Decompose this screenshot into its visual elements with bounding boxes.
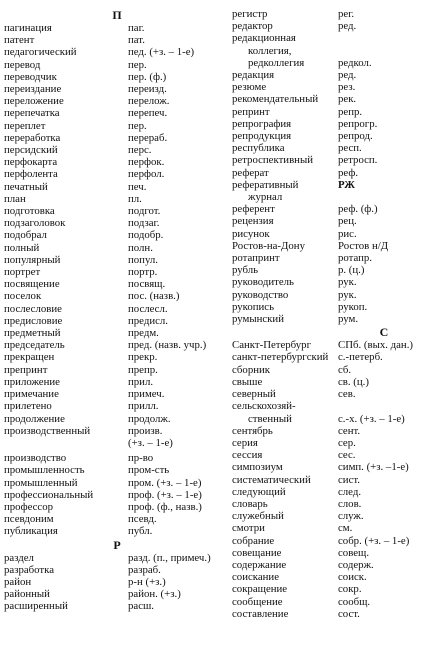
term-text: патент: [4, 34, 35, 47]
term-text: производственный: [4, 424, 91, 437]
dictionary-entry: [4, 266, 220, 278]
dictionary-entry: [232, 339, 436, 351]
abbreviation-text: соиск.: [338, 571, 367, 584]
dictionary-entry: [4, 576, 220, 588]
abbreviation-text: разд. (п., примеч.): [128, 551, 211, 564]
abbreviation-text: предисл.: [128, 314, 168, 327]
term-text: прекращен: [4, 351, 55, 364]
term-text: послесловие: [4, 302, 62, 315]
dictionary-entry: [4, 413, 220, 425]
term-text: республика: [232, 142, 285, 155]
dictionary-entry: [232, 376, 436, 388]
dictionary-entry: [232, 486, 436, 498]
abbreviation-text: содерж.: [338, 558, 374, 571]
abbreviation-text: сост.: [338, 607, 360, 620]
dictionary-entry: [4, 588, 220, 600]
dictionary-entry: [232, 240, 436, 252]
abbreviation-text: с.-петерб.: [338, 351, 383, 364]
abbreviation-text: репр.: [338, 105, 363, 118]
abbreviation-text: проф. (+з. – 1-е): [128, 488, 202, 501]
abbreviation-text: св. (ц.): [338, 375, 369, 388]
right-column: [232, 8, 436, 620]
dictionary-entry: [232, 154, 436, 166]
dictionary-entry: [4, 107, 220, 119]
abbreviation-text: произв.: [128, 424, 163, 437]
dictionary-entry: [232, 93, 436, 105]
abbreviation-text: перепеч.: [128, 107, 168, 120]
term-text: референт: [232, 203, 275, 216]
term-text: рукопись: [232, 300, 275, 313]
dictionary-entry: [4, 525, 220, 537]
abbreviation-text: подзаг.: [128, 217, 160, 230]
dictionary-entry: [4, 564, 220, 576]
section-letter-r: Р: [113, 537, 121, 552]
dictionary-entry: [232, 498, 436, 510]
dictionary-entry: [4, 290, 220, 302]
abbreviation-text: примеч.: [128, 388, 165, 401]
dictionary-entry: [232, 215, 436, 227]
dictionary-entry: [232, 388, 436, 400]
abbreviation-text: сент.: [338, 424, 361, 437]
abbreviation-text: рис.: [338, 227, 357, 240]
dictionary-entry: [4, 242, 220, 254]
abbreviation-text: пат.: [128, 34, 145, 47]
abbreviation-text: попул.: [128, 253, 158, 266]
term-text: пагинация: [4, 22, 52, 34]
abbreviation-text: сб.: [338, 363, 352, 376]
abbreviation-text: репрогр.: [338, 117, 378, 130]
dictionary-entry: [4, 205, 220, 217]
term-text: санкт-петербургский: [232, 351, 329, 364]
dictionary-entry: [4, 181, 220, 193]
term-text: реферат: [232, 166, 269, 179]
term-text: репродукция: [232, 130, 292, 143]
term-text: редактор: [232, 20, 273, 33]
term-text: разработка: [4, 563, 54, 576]
term-text: Ростов-на-Дону: [232, 239, 305, 252]
abbreviation-text: подобр.: [128, 229, 164, 242]
dictionary-entry: [232, 45, 436, 57]
dictionary-entry: [232, 57, 436, 69]
term-text: составление: [232, 607, 289, 620]
dictionary-entry: [232, 351, 436, 363]
dictionary-entry: [4, 22, 220, 34]
abbreviation-text: перелож.: [128, 95, 170, 108]
dictionary-entry: [232, 608, 436, 620]
term-text: препринт: [4, 363, 48, 376]
term-text: поселок: [4, 290, 42, 303]
dictionary-entry: [4, 452, 220, 464]
term-text: румынский: [232, 313, 284, 326]
dictionary-entry: [232, 142, 436, 154]
dictionary-entry: [4, 217, 220, 229]
term-text: персидский: [4, 144, 58, 157]
r-entry-list: [4, 552, 220, 613]
term-text: свыше: [232, 375, 263, 388]
term-text: редакционная: [232, 32, 296, 45]
dictionary-entry: [4, 303, 220, 315]
term-text: сборник: [232, 363, 271, 376]
dictionary-entry: [232, 179, 436, 191]
term-text: соискание: [232, 571, 279, 584]
term-text: раздел: [4, 551, 34, 564]
abbreviation-continuation: [4, 437, 220, 449]
dictionary-entry: [232, 264, 436, 276]
term-text: редакция: [232, 69, 275, 82]
dictionary-entry: [232, 449, 436, 461]
abbreviation-text: пед. (+з. – 1-е): [128, 46, 195, 59]
dictionary-entry: [4, 400, 220, 412]
term-text: сообщение: [232, 595, 283, 608]
abbreviation-text: пром-сть: [128, 464, 170, 477]
abbreviation-text: сес.: [338, 449, 356, 462]
abbreviation-text: рец.: [338, 215, 357, 228]
term-text: ственный: [248, 412, 292, 425]
abbreviation-text: послесл.: [128, 302, 168, 315]
dictionary-entry: [4, 464, 220, 476]
dictionary-entry: [232, 106, 436, 118]
dictionary-entry: [4, 364, 220, 376]
term-text: рисунок: [232, 227, 270, 240]
term-text: предисловие: [4, 314, 63, 327]
dictionary-entry: [232, 596, 436, 608]
dictionary-entry: [232, 228, 436, 240]
dictionary-entry: [4, 144, 220, 156]
term-text: рецензия: [232, 215, 274, 228]
term-text: перфокарта: [4, 156, 58, 169]
dictionary-entry: [232, 203, 436, 215]
term-text: район: [4, 575, 32, 588]
term-text: рекомендательный: [232, 93, 319, 106]
dictionary-entry: [4, 193, 220, 205]
term-text: подготовка: [4, 205, 55, 218]
abbreviation-text: ретросп.: [338, 154, 378, 167]
abbreviation-text: репрод.: [338, 130, 373, 143]
abbreviation-text: перс.: [128, 144, 152, 157]
dictionary-entry: [4, 477, 220, 489]
dictionary-entry: [4, 83, 220, 95]
dictionary-entry: [4, 425, 220, 437]
abbreviation-text: пред. (назв. учр.): [128, 339, 207, 352]
abbreviation-text: СПб. (вых. дан.): [338, 339, 413, 352]
dictionary-entry: [232, 559, 436, 571]
abbreviation-text: разраб.: [128, 563, 161, 576]
dictionary-entry: [232, 364, 436, 376]
dictionary-entry: [232, 474, 436, 486]
term-text: сельскохозяй-: [232, 400, 296, 413]
abbreviation-text: переизд.: [128, 83, 167, 96]
abbreviation-text: подгот.: [128, 205, 161, 218]
abbreviation-text: ред.: [338, 20, 357, 33]
abbreviation-text: сокр.: [338, 583, 362, 596]
dictionary-entry: [232, 20, 436, 32]
dictionary-entry: [232, 510, 436, 522]
dictionary-entry: [232, 547, 436, 559]
abbreviation-text: р. (ц.): [338, 264, 365, 277]
abbreviation-text: прилл.: [128, 400, 159, 413]
abbreviation-text: след.: [338, 485, 362, 498]
term-text: систематический: [232, 473, 311, 486]
dictionary-entry: [232, 301, 436, 313]
dictionary-entry: [232, 522, 436, 534]
dictionary-entry: [232, 535, 436, 547]
term-text: Санкт-Петербург: [232, 339, 311, 352]
abbreviation-text: с.-х. (+з. – 1-е): [338, 412, 405, 425]
term-text: переработка: [4, 131, 61, 144]
dictionary-entry: [232, 276, 436, 288]
term-text: совещание: [232, 546, 282, 559]
term-text: собрание: [232, 534, 275, 547]
term-text: промышленность: [4, 464, 85, 477]
dictionary-entry: [4, 229, 220, 241]
dictionary-entry: [232, 413, 436, 425]
term-text: производство: [4, 452, 67, 465]
term-text: председатель: [4, 339, 65, 352]
term-text: реферативный: [232, 178, 299, 191]
dictionary-entry: [4, 388, 220, 400]
term-text: резюме: [232, 81, 267, 94]
abbreviation-text: рек.: [338, 93, 357, 106]
dictionary-entry: [4, 489, 220, 501]
dictionary-entry: [4, 501, 220, 513]
dictionary-entry: [4, 327, 220, 339]
term-text: подзаголовок: [4, 217, 66, 230]
dictionary-entry: [232, 571, 436, 583]
r-entry-list-a: [232, 8, 436, 32]
r-entry-list-c: [232, 203, 436, 325]
dictionary-entry: [4, 351, 220, 363]
dictionary-entry: [4, 339, 220, 351]
dictionary-entry: [232, 425, 436, 437]
term-text: сессия: [232, 449, 263, 462]
term-text: публикация: [4, 525, 58, 538]
abbreviation-text: рез.: [338, 81, 356, 94]
dictionary-entry: [232, 289, 436, 301]
abbreviation-text: продолж.: [128, 412, 171, 425]
abbreviation-text: пос. (назв.): [128, 290, 180, 303]
abbreviation-text: перфок.: [128, 156, 165, 169]
abbreviation-text: портр.: [128, 266, 158, 279]
term-text: переиздание: [4, 83, 62, 96]
abbreviation-text: пл.: [128, 192, 142, 205]
abbreviation-text: сер.: [338, 436, 356, 449]
term-text: содержание: [232, 558, 287, 571]
term-text: профессиональный: [4, 488, 94, 501]
abbreviation-text: р-н (+з.): [128, 575, 166, 588]
term-text: переплет: [4, 119, 46, 132]
dictionary-entry: [4, 168, 220, 180]
abbreviation-text: см.: [338, 522, 353, 535]
term-text: переложение: [4, 95, 64, 108]
term-text: перфолента: [4, 168, 58, 181]
term-text: портрет: [4, 266, 41, 279]
s-entry-list-a: [232, 339, 436, 400]
term-text: перевод: [4, 58, 41, 71]
term-text: подобрал: [4, 229, 47, 242]
dictionary-entry: [232, 167, 436, 179]
term-text: рубль: [232, 264, 259, 277]
dictionary-entry: [4, 59, 220, 71]
abbreviation-text: рег.: [338, 8, 355, 20]
abbreviation-text: служ.: [338, 510, 364, 523]
term-text: продолжение: [4, 412, 65, 425]
term-text: посвящение: [4, 278, 60, 291]
dictionary-entry: [232, 8, 436, 20]
dictionary-entry: [4, 120, 220, 132]
term-text: северный: [232, 388, 276, 401]
term-text: регистр: [232, 8, 268, 20]
dictionary-entry: [4, 34, 220, 46]
term-text: репринт: [232, 105, 270, 118]
abbreviation-text: ротапр.: [338, 252, 373, 265]
section-letter-p: П: [112, 8, 122, 22]
dictionary-entry: [4, 376, 220, 388]
term-text: расширенный: [4, 600, 68, 613]
abbreviation-text: пер.: [128, 58, 147, 71]
term-text: прилетено: [4, 400, 52, 413]
abbreviation-text: РЖ: [338, 178, 355, 191]
abbreviation-text: посвящ.: [128, 278, 166, 291]
term-text: ретроспективный: [232, 154, 313, 167]
term-text: примечание: [4, 388, 59, 401]
dictionary-entry: [4, 71, 220, 83]
abbreviation-text: псевд.: [128, 513, 157, 526]
abbreviation-text: расш.: [128, 600, 154, 613]
term-text: репрография: [232, 117, 292, 130]
term-text: следующий: [232, 485, 286, 498]
term-text: переводчик: [4, 70, 57, 83]
abbreviation-text: район. (+з.): [128, 588, 181, 601]
term-text: промышленный: [4, 476, 78, 489]
dictionary-entry: [232, 461, 436, 473]
abbreviation-text: рук.: [338, 288, 357, 301]
dictionary-entry: [4, 156, 220, 168]
term-text: смотри: [232, 522, 265, 535]
abbreviation-text: паг.: [128, 22, 145, 34]
dictionary-entry: [232, 437, 436, 449]
abbreviation-text: рум.: [338, 313, 359, 326]
abbreviation-text: перераб.: [128, 131, 168, 144]
abbreviation-text: перфол.: [128, 168, 165, 181]
r-entry-list-b: [232, 69, 436, 179]
abbreviation-text: собр. (+з. – 1-е): [338, 534, 410, 547]
abbreviation-text: рукоп.: [338, 300, 368, 313]
abbreviation-text: рук.: [338, 276, 357, 289]
abbreviation-text: симп. (+з. –1-е): [338, 461, 409, 474]
abbreviation-text: пром. (+з. – 1-е): [128, 476, 202, 489]
dictionary-entry: [232, 191, 436, 203]
abbreviation-text: полн.: [128, 241, 153, 254]
abbreviation-text: сев.: [338, 388, 356, 401]
abbreviation-text: предм.: [128, 327, 159, 340]
dictionary-entry: [232, 118, 436, 130]
abbreviation-text: Ростов н/Д: [338, 239, 389, 252]
abbreviation-text: сист.: [338, 473, 360, 486]
abbreviation-text: прекр.: [128, 351, 158, 364]
term-text: псевдоним: [4, 513, 54, 526]
p-entry-list-2: [4, 452, 220, 537]
abbreviation-text: печ.: [128, 180, 147, 193]
abbreviation-text: респ.: [338, 142, 362, 155]
term-text: педагогический: [4, 46, 77, 59]
dictionary-entry: [4, 552, 220, 564]
dictionary-entry: [4, 46, 220, 58]
dictionary-entry: [4, 254, 220, 266]
dictionary-entry: [4, 95, 220, 107]
abbreviation-text: пер. (ф.): [128, 70, 167, 83]
dictionary-entry: [232, 32, 436, 44]
dictionary-entry: [4, 132, 220, 144]
term-text: служебный: [232, 510, 284, 523]
p-entry-list: [4, 22, 220, 437]
abbreviation-text: пер.: [128, 119, 147, 132]
term-text: руководитель: [232, 276, 294, 289]
dictionary-entry: [4, 600, 220, 612]
dictionary-entry: [232, 69, 436, 81]
term-text: предметный: [4, 327, 61, 340]
abbreviation-text: ред.: [338, 69, 357, 82]
abbreviation-text: публ.: [128, 525, 153, 538]
term-text: профессор: [4, 500, 54, 513]
abbreviation-text: реф. (ф.): [338, 203, 378, 216]
dictionary-entry: [232, 400, 436, 412]
left-column: [4, 8, 220, 613]
abbreviation-text: слов.: [338, 497, 362, 510]
dictionary-entry: [232, 130, 436, 142]
dictionary-entry: [4, 278, 220, 290]
dictionary-entry: [232, 583, 436, 595]
abbreviation-text: пр-во: [128, 452, 154, 465]
term-text: коллегия,: [248, 44, 292, 57]
term-text: сокращение: [232, 583, 288, 596]
abbreviation-text: (+з. – 1-е): [128, 436, 173, 449]
term-text: симпозиум: [232, 461, 283, 474]
dictionary-entry: [4, 315, 220, 327]
abbreviation-text: препр.: [128, 363, 158, 376]
dictionary-entry: [232, 81, 436, 93]
abbreviation-text: сообщ.: [338, 595, 371, 608]
term-text: печатный: [4, 180, 48, 193]
term-text: полный: [4, 241, 40, 254]
s-entry-list-b: [232, 425, 436, 620]
abbreviation-text: совещ.: [338, 546, 370, 559]
term-text: популярный: [4, 253, 61, 266]
term-text: приложение: [4, 375, 60, 388]
term-text: словарь: [232, 497, 268, 510]
term-text: план: [4, 192, 26, 205]
term-text: журнал: [248, 191, 283, 204]
abbreviation-text: прил.: [128, 375, 154, 388]
abbreviation-text: реф.: [338, 166, 359, 179]
dictionary-entry: [232, 252, 436, 264]
term-text: сентябрь: [232, 424, 273, 437]
term-text: редколлегия: [248, 56, 305, 69]
term-text: серия: [232, 436, 258, 449]
term-text: районный: [4, 588, 50, 601]
term-text: перепечатка: [4, 107, 60, 120]
term-text: ротапринт: [232, 252, 280, 265]
dictionary-entry: [232, 313, 436, 325]
term-text: руководство: [232, 288, 289, 301]
abbreviation-text: проф. (ф., назв.): [128, 500, 202, 513]
section-letter-s: С: [379, 325, 389, 340]
dictionary-entry: [4, 513, 220, 525]
abbreviation-text: редкол.: [338, 56, 372, 69]
